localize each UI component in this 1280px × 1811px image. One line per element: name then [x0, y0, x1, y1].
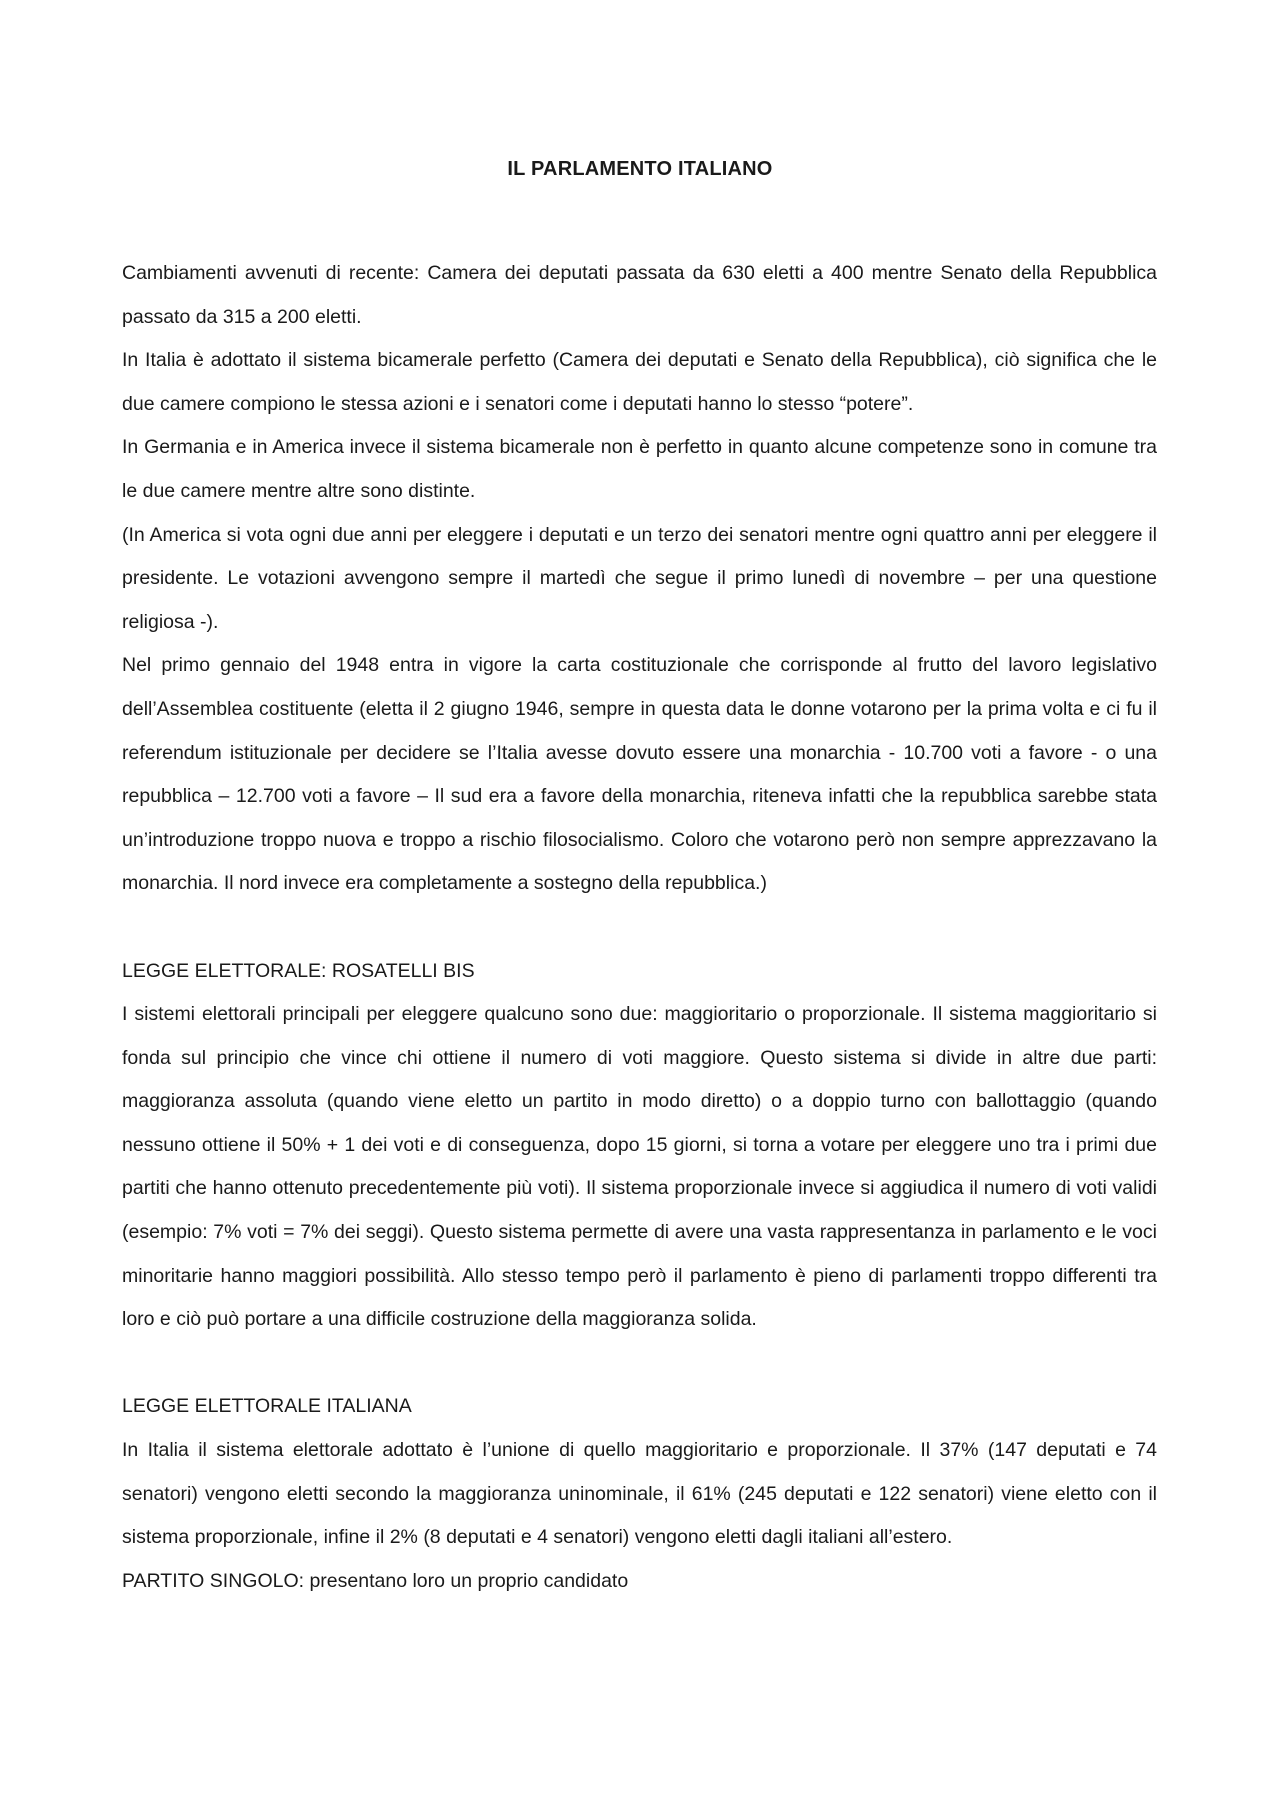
- paragraph-italian-system: In Italia il sistema elettorale adottato è l’unione di quello maggioritario e proporzionale. Il 37% (147 deputati e 74 senatori) vengono eletti secondo la maggioranza uninominale, il 61% (245 deputati e 122 senatori) viene eletto con il sistema proporzionale, infine il 2% (8 deputati e 4 senatori) vengono eletti dagli italiani all’estero.: [122, 1439, 1157, 1549]
- page-title: IL PARLAMENTO ITALIANO: [507, 158, 773, 180]
- spacer: [122, 1342, 1157, 1386]
- paragraph-america-votes: (In America si vota ogni due anni per eleggere i deputati e un terzo dei senatori mentre ogni quattro anni per eleggere il presidente. Le votazioni avvengono sempre il martedì che segue il primo lunedì di novembre – per una questione religiosa -).: [122, 523, 1157, 633]
- section-heading-rosatelli: LEGGE ELETTORALE: ROSATELLI BIS: [122, 959, 475, 982]
- section-heading-italian-law: LEGGE ELETTORALE ITALIANA: [122, 1395, 412, 1418]
- paragraph-constitution: Nel primo gennaio del 1948 entra in vigore la carta costituzionale che corrisponde al frutto del lavoro legislativo dell’Assemblea costituente (eletta il 2 giugno 1946, sempre in questa data le donne votarono per la prima volta e ci fu il referendum istituzionale per decidere se l’Italia avesse dovuto essere una monarchia - 10.700 voti a favore - o una repubblica – 12.700 voti a favore – Il sud era a favore della monarchia, riteneva infatti che la repubblica sarebbe stata un’introduzione troppo nuova e troppo a rischio filosocialismo. Coloro che votarono però non sempre apprezzavano la monarchia. Il nord invece era completamente a sostegno della repubblica.): [122, 654, 1157, 895]
- paragraph-bicameral-italy: In Italia è adottato il sistema bicamerale perfetto (Camera dei deputati e Senato della Repubblica), ciò significa che le due camere compiono le stessa azioni e i senatori come i deputati hanno lo stesso “potere”.: [122, 349, 1157, 415]
- spacer: [122, 906, 1157, 950]
- paragraph-recent-changes: Cambiamenti avvenuti di recente: Camera dei deputati passata da 630 eletti a 400 mentre Senato della Repubblica passato da 315 a 200 eletti.: [122, 262, 1157, 328]
- paragraph-bicameral-abroad: In Germania e in America invece il sistema bicamerale non è perfetto in quanto alcune competenze sono in comune tra le due camere mentre altre sono distinte.: [122, 436, 1157, 502]
- paragraph-electoral-systems: I sistemi elettorali principali per eleggere qualcuno sono due: maggioritario o proporzionale. Il sistema maggioritario si fonda sul principio che vince chi ottiene il numero di voti maggiore. Questo sistema si divide in altre due parti: maggioranza assoluta (quando viene eletto un partito in modo diretto) o a doppio turno con ballottaggio (quando nessuno ottiene il 50% + 1 dei voti e di conseguenza, dopo 15 giorni, si torna a votare per eleggere uno tra i primi due partiti che hanno ottenuto precedentemente più voti). Il sistema proporzionale invece si aggiudica il numero di voti validi (esempio: 7% voti = 7% dei seggi). Questo sistema permette di avere una vasta rappresentanza in parlamento e le voci minoritarie hanno maggiori possibilità. Allo stesso tempo però il parlamento è pieno di parlamenti troppo differenti tra loro e ciò può portare a una difficile costruzione della maggioranza solida.: [122, 1003, 1157, 1331]
- document-body: [122, 252, 1157, 1603]
- paragraph-single-party: PARTITO SINGOLO: presentano loro un proprio candidato: [122, 1569, 629, 1592]
